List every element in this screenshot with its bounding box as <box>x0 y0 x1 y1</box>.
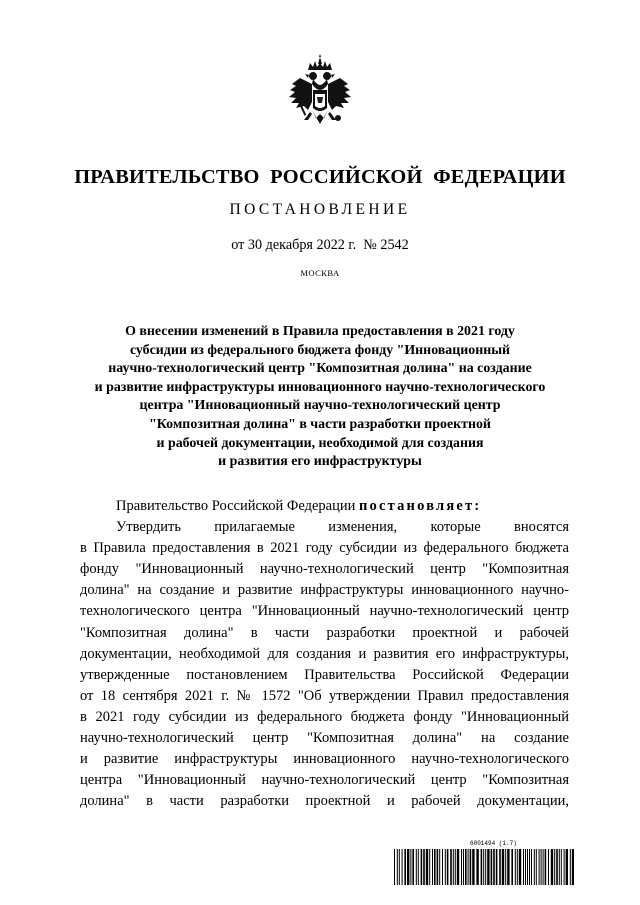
barcode-bar <box>539 849 540 885</box>
barcode-bar <box>491 849 493 885</box>
barcode-bar <box>442 849 443 885</box>
document-body <box>80 496 569 812</box>
barcode-bar <box>465 849 467 885</box>
barcode-bar <box>536 849 537 885</box>
barcode-bar <box>534 849 535 885</box>
barcode-bar <box>455 849 456 885</box>
barcode-bar <box>529 849 530 885</box>
barcode-bar <box>561 849 562 885</box>
barcode-bar <box>481 849 483 885</box>
barcode-bar <box>559 849 560 885</box>
document-date-number: от 30 декабря 2022 г. № 2542 <box>231 237 409 253</box>
subject-line: и развитие инфраструктуры инновационного научно-технологического <box>94 379 546 395</box>
barcode-bar <box>570 849 571 885</box>
barcode-bar <box>418 849 419 885</box>
barcode-number: 6001494 (1.7) <box>470 840 517 847</box>
barcode-bar <box>476 849 478 885</box>
body-line: Утвердить прилагаемые изменения, которые вносятся <box>116 519 569 536</box>
barcode-bar <box>426 849 428 885</box>
subject-line: и развития его инфраструктуры <box>218 454 422 470</box>
barcode <box>394 849 574 885</box>
body-line: документации, необходимой для создания и развития его инфраструктуры, <box>80 645 569 662</box>
barcode-bar <box>445 849 446 885</box>
barcode-bar <box>545 849 547 885</box>
barcode-bar <box>468 849 469 885</box>
barcode-bar <box>453 849 454 885</box>
barcode-bar <box>434 849 436 885</box>
barcode-bar <box>432 849 433 885</box>
barcode-area <box>394 839 574 887</box>
barcode-bar <box>554 849 555 885</box>
barcode-bar <box>457 849 459 885</box>
barcode-bar <box>493 849 495 885</box>
barcode-bar <box>517 849 518 885</box>
barcode-bar <box>470 849 472 885</box>
coat-of-arms-emblem <box>286 54 354 150</box>
barcode-bar <box>407 849 409 885</box>
body-line: долина" на создание и развитие инфраструктуры инновационного научно- <box>80 582 569 599</box>
barcode-bar <box>502 849 504 885</box>
body-line: от 18 сентября 2021 г. № 1572 "Об утверждении Правил предоставления <box>80 687 569 704</box>
barcode-bar <box>483 849 484 885</box>
barcode-bar <box>485 849 486 885</box>
subject-line: О внесении изменений в Правила предоставления в 2021 году <box>125 324 515 339</box>
barcode-bar <box>423 849 425 885</box>
barcode-bar <box>450 849 452 885</box>
barcode-bar <box>556 849 558 885</box>
barcode-bar <box>519 849 521 885</box>
barcode-bar <box>566 849 568 885</box>
barcode-bar <box>541 849 542 885</box>
body-line: "Композитная долина" в части разработки проектной и рабочей <box>80 624 569 641</box>
barcode-bar <box>421 849 423 885</box>
decree-intro: Правительство Российской Федерации <box>116 498 356 514</box>
barcode-bar <box>499 849 501 885</box>
barcode-bar <box>548 849 549 885</box>
document-type: ПОСТАНОВЛЕНИЕ <box>229 201 411 218</box>
barcode-bar <box>551 849 553 885</box>
barcode-bar <box>394 849 395 885</box>
subject-line: "Композитная долина" в части разработки проектной <box>149 416 491 432</box>
subject-line: и рабочей документации, необходимой для создания <box>156 435 484 451</box>
barcode-bar <box>412 849 414 885</box>
document-subject <box>80 323 560 472</box>
barcode-bar <box>461 849 462 885</box>
barcode-bar <box>523 849 524 885</box>
body-line: долина" в части разработки проектной и рабочей документации, <box>80 793 569 810</box>
government-title: ПРАВИТЕЛЬСТВО РОССИЙСКОЙ ФЕДЕРАЦИИ <box>74 166 566 188</box>
barcode-bar <box>404 849 406 885</box>
barcode-bar <box>527 849 528 885</box>
barcode-bar <box>439 849 440 885</box>
barcode-bar <box>507 849 509 885</box>
body-line: технологического центра "Инновационный научно-технологический центр <box>80 603 569 620</box>
barcode-bar <box>564 849 565 885</box>
barcode-bar <box>402 849 403 885</box>
body-line: и развитие инфраструктуры инновационного научно-технологического <box>80 751 569 768</box>
subject-line: центра "Инновационный научно-технологический центр <box>139 398 501 414</box>
barcode-bar <box>463 849 464 885</box>
body-line: в 2021 году субсидии из федерального бюджета фонду "Инновационный <box>80 708 569 725</box>
barcode-bar <box>437 849 439 885</box>
body-line: фонду "Инновационный научно-технологический центр "Композитная <box>80 561 569 578</box>
subject-line: научно-технологический центр "Композитная долина" на создание <box>108 361 532 377</box>
subject-line: субсидии из федерального бюджета фонду "Инновационный <box>129 342 511 358</box>
body-line: в Правила предоставления в 2021 году субсидии из федерального бюджета <box>80 540 569 557</box>
barcode-bar <box>543 849 544 885</box>
barcode-bar <box>511 849 513 885</box>
decree-intro-line <box>80 496 569 517</box>
barcode-bar <box>447 849 449 885</box>
barcode-bar <box>525 849 526 885</box>
document-city: МОСКВА <box>300 268 340 278</box>
barcode-bar <box>429 849 430 885</box>
barcode-bar <box>531 849 532 885</box>
barcode-bar <box>487 849 489 885</box>
decree-word: постановляет: <box>358 498 482 514</box>
barcode-bar <box>397 849 398 885</box>
barcode-bar <box>515 849 516 885</box>
barcode-bar <box>572 849 574 885</box>
barcode-bar <box>496 849 498 885</box>
barcode-bar <box>399 849 400 885</box>
barcode-bar <box>416 849 417 885</box>
body-line: центра "Инновационный научно-технологический центр "Композитная <box>80 772 569 789</box>
barcode-bar <box>505 849 506 885</box>
barcode-bar <box>472 849 474 885</box>
body-line: научно-технологический центр "Композитная долина" на создание <box>80 730 569 747</box>
body-line: утвержденные постановлением Правительства Российской Федерации <box>80 666 569 683</box>
barcode-bar <box>410 849 411 885</box>
